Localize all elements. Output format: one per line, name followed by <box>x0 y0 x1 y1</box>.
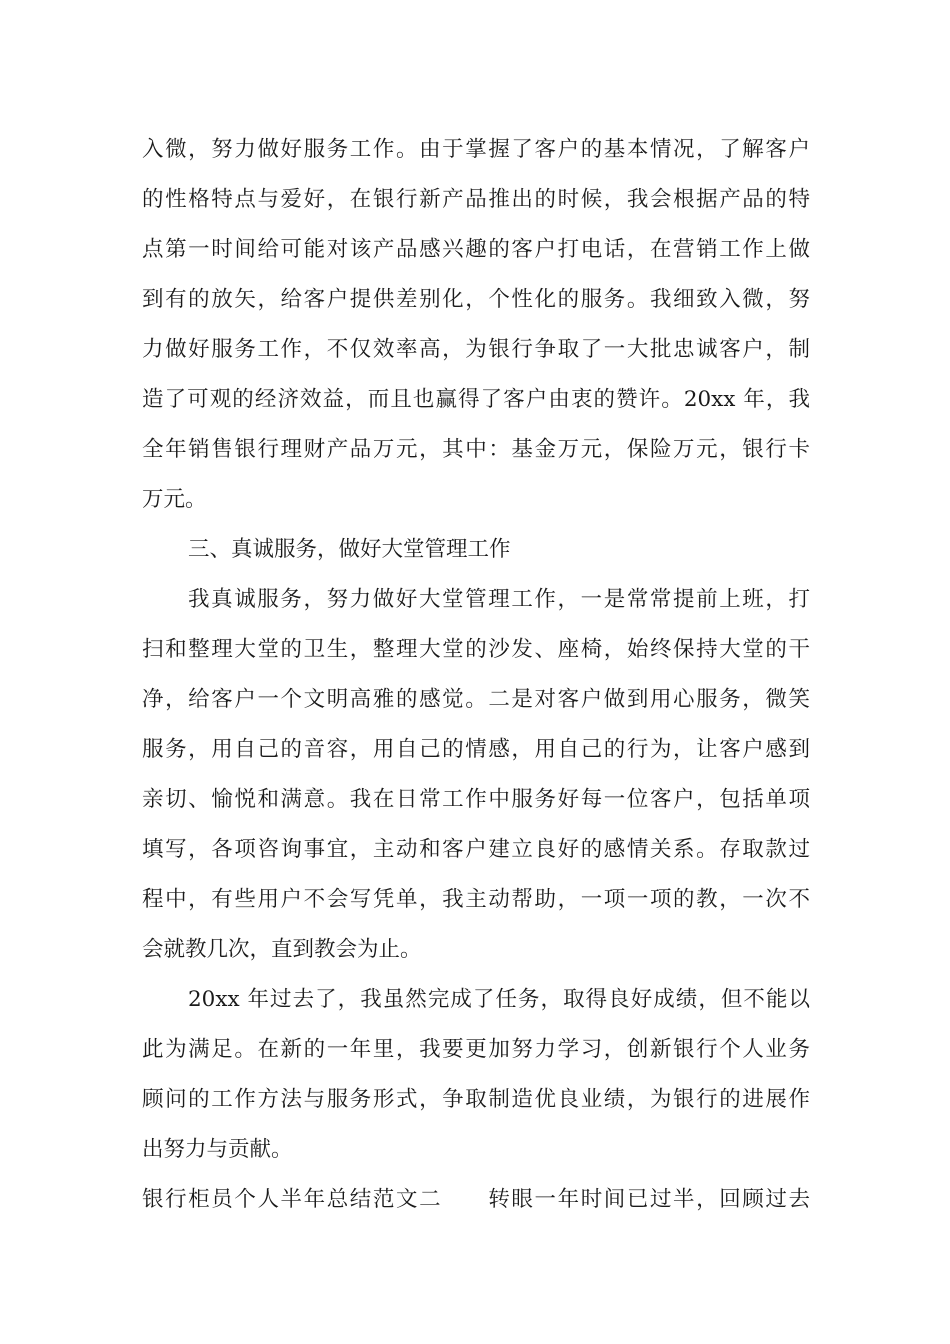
paragraph-line: 20xx 年过去了，我虽然完成了任务，取得良好成绩，但不能以 <box>188 987 810 1012</box>
paragraph-line: 入微，努力做好服务工作。由于掌握了客户的基本情况，了解客户 <box>142 137 810 162</box>
paragraph-line: 银行柜员个人半年总结范文二 转眼一年时间已过半，回顾过去 <box>142 1187 810 1212</box>
paragraph-line: 全年销售银行理财产品万元，其中：基金万元，保险万元，银行卡 <box>142 437 810 462</box>
paragraph-line: 万元。 <box>142 487 207 512</box>
paragraph-line: 程中，有些用户不会写凭单，我主动帮助，一项一项的教，一次不 <box>142 887 810 912</box>
paragraph-line: 出努力与贡献。 <box>142 1137 293 1162</box>
paragraph-line: 造了可观的经济效益，而且也赢得了客户由衷的赞许。20xx 年，我 <box>142 387 810 412</box>
paragraph-line: 的性格特点与爱好，在银行新产品推出的时候，我会根据产品的特 <box>142 187 810 212</box>
paragraph-line: 会就教几次，直到教会为止。 <box>142 937 422 962</box>
paragraph-line: 到有的放矢，给客户提供差别化，个性化的服务。我细致入微，努 <box>142 287 810 312</box>
paragraph-line: 此为满足。在新的一年里，我要更加努力学习，创新银行个人业务 <box>142 1037 810 1062</box>
paragraph-line: 扫和整理大堂的卫生，整理大堂的沙发、座椅，始终保持大堂的干 <box>142 637 810 662</box>
paragraph-line: 我真诚服务，努力做好大堂管理工作，一是常常提前上班，打 <box>188 587 810 612</box>
paragraph-line: 服务，用自己的音容，用自己的情感，用自己的行为，让客户感到 <box>142 737 810 762</box>
section-heading: 三、真诚服务，做好大堂管理工作 <box>188 537 511 562</box>
paragraph-line: 力做好服务工作，不仅效率高，为银行争取了一大批忠诚客户，制 <box>142 337 810 362</box>
paragraph-line: 顾问的工作方法与服务形式，争取制造优良业绩，为银行的进展作 <box>142 1087 810 1112</box>
paragraph-line: 填写，各项咨询事宜，主动和客户建立良好的感情关系。存取款过 <box>142 837 810 862</box>
paragraph-line: 点第一时间给可能对该产品感兴趣的客户打电话，在营销工作上做 <box>142 237 810 262</box>
paragraph-line: 净，给客户一个文明高雅的感觉。二是对客户做到用心服务，微笑 <box>142 687 810 712</box>
paragraph-line: 亲切、愉悦和满意。我在日常工作中服务好每一位客户，包括单项 <box>142 787 810 812</box>
